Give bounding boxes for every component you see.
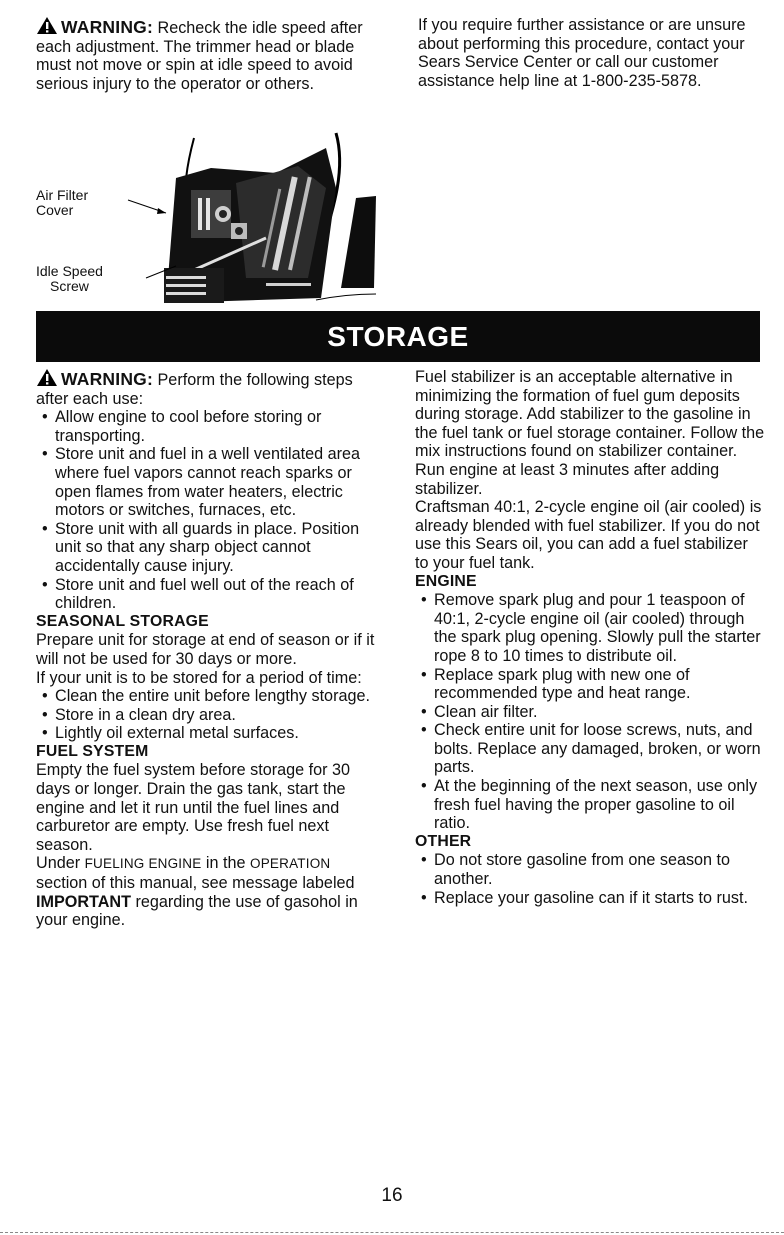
- page-number: 16: [381, 1185, 403, 1206]
- engine-list: [415, 591, 765, 833]
- list-item: • Allow engine to cool before storing or transporting.: [36, 408, 386, 445]
- seasonal-storage-heading: SEASONAL STORAGE: [36, 612, 209, 630]
- text-run: regarding the use of gasohol in your engine.: [36, 892, 358, 930]
- carburetor-figure: [36, 128, 381, 308]
- text-run: in the: [201, 854, 251, 873]
- list-item: • Lightly oil external metal surfaces.: [36, 724, 386, 743]
- fuel-system-heading: FUEL SYSTEM: [36, 742, 149, 760]
- seasonal-list: [36, 687, 386, 743]
- left-column: [36, 368, 386, 930]
- list-item: • Store unit and fuel in a well ventilated area where fuel vapors cannot reach sparks or open flames from water heaters, electric motors or switches, furnaces, etc.: [36, 445, 386, 519]
- fueling-engine-ref: FUELING ENGINE: [84, 856, 202, 872]
- warning-triangle-icon: [36, 16, 58, 35]
- fuel-paragraph: Empty the fuel system before storage for 30 days or longer. Drain the gas tank, start the engine and let it run until the fuel lines and carburetor are empty. Use fresh fuel next season.: [36, 761, 351, 854]
- list-item: • Clean the entire unit before lengthy storage.: [36, 687, 386, 706]
- bottom-divider: [0, 1232, 784, 1233]
- list-item: • Check entire unit for loose screws, nuts, and bolts. Replace any damaged, broken, or worn parts.: [415, 721, 765, 777]
- stabilizer-paragraph: Craftsman 40:1, 2-cycle engine oil (air cooled) is already blended with fuel stabilizer. If you do not use this Sears oil, you can add a fuel stabilizer to your fuel tank.: [415, 498, 762, 572]
- stabilizer-paragraph: Fuel stabilizer is an acceptable alternative in minimizing the formation of fuel gum deposits during storage. Add stabilizer to the gasoline in the fuel tank or fuel storage container. Follow the mix instructions found on stabilizer container. Run engine at least 3 minutes after adding stabilizer.: [415, 368, 765, 498]
- text-run: Under: [36, 854, 85, 873]
- assistance-block: [418, 16, 763, 90]
- text-run: section of this manual, see message labeled: [36, 874, 355, 893]
- other-list: [415, 851, 765, 907]
- engine-heading: ENGINE: [415, 572, 477, 590]
- list-item: • At the beginning of the next season, use only fresh fuel having the proper gasoline to oil ratio.: [415, 777, 765, 833]
- storage-warning: [36, 368, 386, 408]
- list-item: • Replace your gasoline can if it starts to rust.: [415, 889, 765, 908]
- warning-triangle-icon: [36, 368, 58, 387]
- warning-label: WARNING:: [61, 369, 154, 389]
- air-filter-cover-label: Air Filter Cover: [36, 187, 89, 218]
- important-label: IMPORTANT: [36, 892, 132, 911]
- list-item: • Store unit and fuel well out of the reach of children.: [36, 576, 386, 613]
- storage-warning-text: Perform the following steps after each use:: [36, 371, 353, 408]
- idle-warning-text: Recheck the idle speed after each adjustment. The trimmer head or blade must not move or spin at idle speed to avoid serious injury to the operator or others.: [36, 19, 363, 93]
- storage-banner: [36, 311, 760, 362]
- list-item: • Replace spark plug with new one of recommended type and heat range.: [415, 666, 765, 703]
- seasonal-paragraph: If your unit is to be stored for a period of time:: [36, 668, 362, 687]
- seasonal-paragraph: Prepare unit for storage at end of season or if it will not be used for 30 days or more.: [36, 631, 375, 668]
- idle-warning-block: [36, 16, 381, 93]
- list-item: • Remove spark plug and pour 1 teaspoon of 40:1, 2-cycle engine oil (air cooled) through the spark plug opening. Slowly pull the starter rope 8 to 10 times to distribute oil.: [415, 591, 765, 665]
- gasohol-reference: [36, 854, 386, 929]
- warning-label: WARNING:: [61, 17, 154, 37]
- idle-speed-screw-label: Idle Speed Screw: [36, 263, 103, 294]
- list-item: • Clean air filter.: [415, 703, 765, 722]
- other-heading: OTHER: [415, 832, 472, 850]
- operation-ref: OPERATION: [250, 856, 331, 872]
- list-item: • Store unit with all guards in place. Position unit so that any sharp object cannot accidentally cause injury.: [36, 520, 386, 576]
- list-item: • Do not store gasoline from one season to another.: [415, 851, 765, 888]
- section-title: STORAGE: [327, 321, 469, 352]
- assistance-text: If you require further assistance or are unsure about performing this procedure, contact your Sears Service Center or call our customer assistance help line at 1-800-235-5878.: [418, 16, 746, 90]
- warning-list: [36, 408, 386, 613]
- right-column: [415, 368, 765, 907]
- list-item: • Store in a clean dry area.: [36, 706, 386, 725]
